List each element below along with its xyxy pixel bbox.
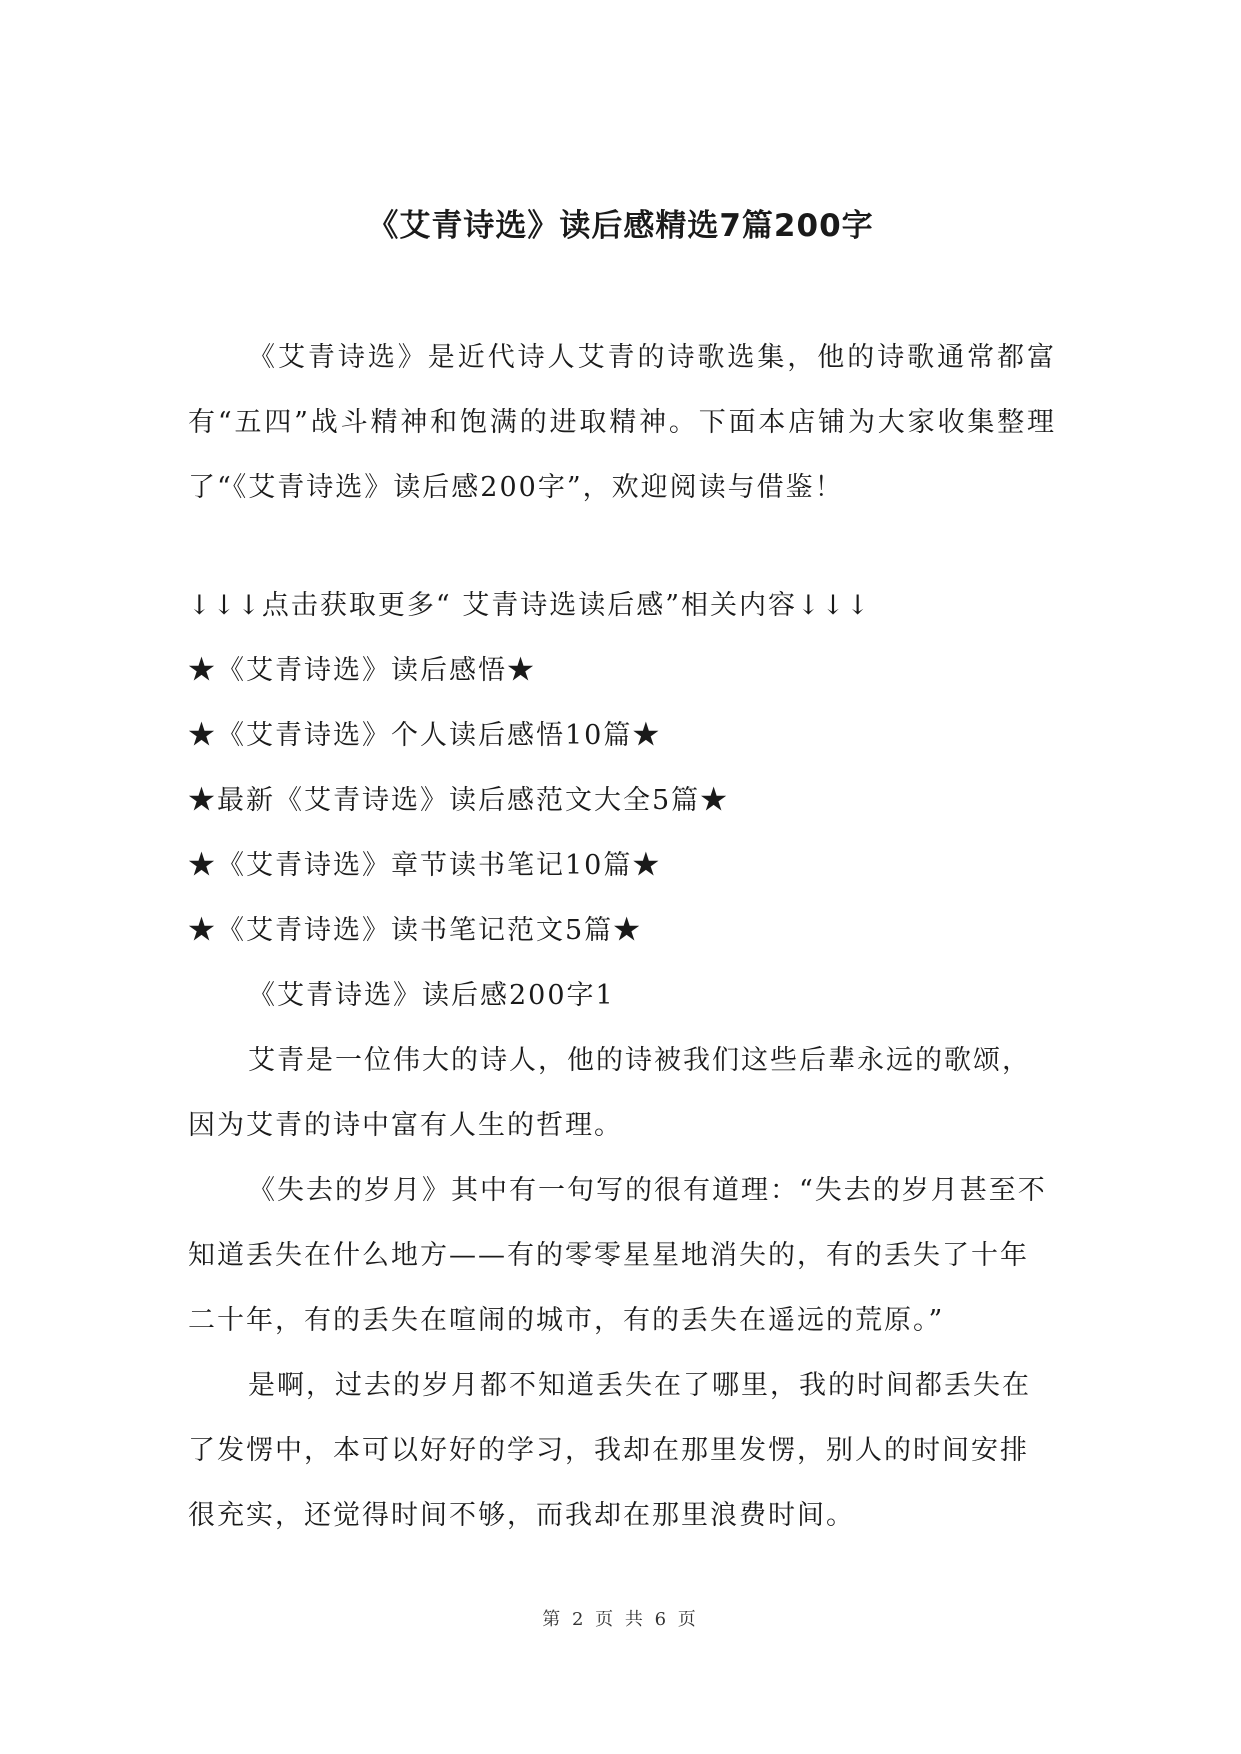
document-body [188,325,1056,1548]
intro-paragraph: 《艾青诗选》是近代诗人艾青的诗歌选集，他的诗歌通常都富有“五四”战斗精神和饱满的进取精神。下面本店铺为大家收集整理了“《艾青诗选》读后感200字”，欢迎阅读与借鉴！ [188,342,1056,503]
related-link-4[interactable]: ★《艾青诗选》章节读书笔记10篇★ [188,850,662,881]
page-number-footer: 第 2 页 共 6 页 [542,1609,699,1630]
body-paragraph-2: 《失去的岁月》其中有一句写的很有道理：“失去的岁月甚至不知道丢失在什么地方——有的零零星星地消失的，有的丢失了十年二十年，有的丢失在喧闹的城市，有的丢失在遥远的荒原。” [188,1175,1047,1336]
related-link-2[interactable]: ★《艾青诗选》个人读后感悟10篇★ [188,720,662,751]
spacer [188,520,1056,573]
more-content-prompt[interactable]: ↓↓↓点击获取更多“ 艾青诗选读后感”相关内容↓↓↓ [188,590,871,621]
section-heading: 《艾青诗选》读后感200字1 [248,980,615,1011]
document-title: 《艾青诗选》读后感精选7篇200字 [367,208,874,244]
body-paragraph-3: 是啊，过去的岁月都不知道丢失在了哪里，我的时间都丢失在了发愣中，本可以好好的学习，我却在那里发愣，别人的时间安排很充实，还觉得时间不够，而我却在那里浪费时间。 [188,1370,1031,1531]
body-paragraph-1: 艾青是一位伟大的诗人，他的诗被我们这些后辈永远的歌颂，因为艾青的诗中富有人生的哲理。 [188,1045,1031,1141]
related-link-3[interactable]: ★最新《艾青诗选》读后感范文大全5篇★ [188,785,730,816]
related-link-1[interactable]: ★《艾青诗选》读后感悟★ [188,655,536,686]
related-link-5[interactable]: ★《艾青诗选》读书笔记范文5篇★ [188,915,643,946]
